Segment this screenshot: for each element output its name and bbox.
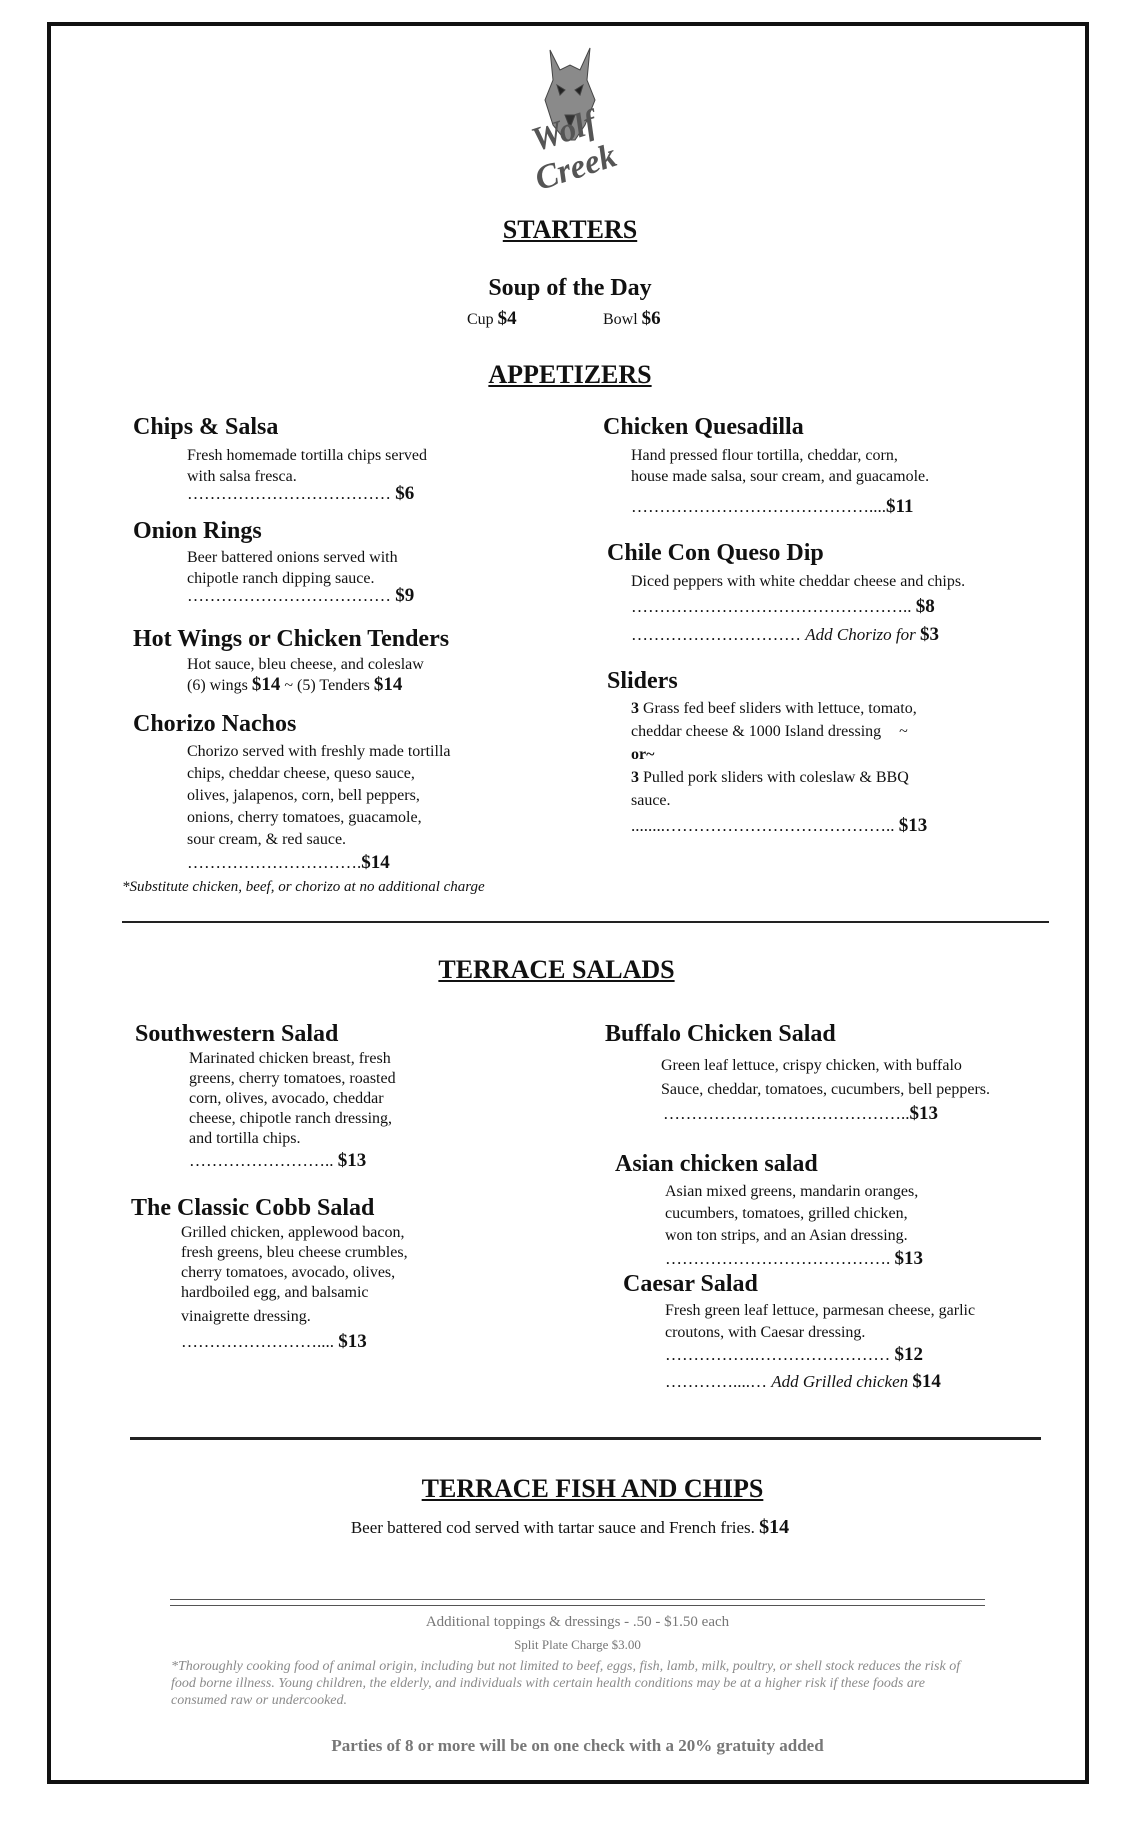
section-divider bbox=[122, 921, 1049, 923]
parties-note: Parties of 8 or more will be on one check with a 20% gratuity added bbox=[331, 1736, 824, 1755]
footer-rule bbox=[170, 1599, 985, 1600]
sliders-price: ........………………………………….. $13 bbox=[631, 815, 928, 836]
asian-salad-desc: Asian mixed greens, mandarin oranges, cucumbers, tomatoes, grilled chicken, won ton strips, and an Asian dressing. bbox=[665, 1183, 919, 1244]
buffalo-salad-name: Buffalo Chicken Salad bbox=[605, 1021, 836, 1047]
onion-rings-name: Onion Rings bbox=[133, 518, 262, 544]
hot-wings-name: Hot Wings or Chicken Tenders bbox=[133, 626, 450, 652]
chorizo-nachos-desc: Chorizo served with freshly made tortilla chips, cheddar cheese, queso sauce, olives, jalapenos, corn, bell peppers, onions, cherry tomatoes, guacamole, sour cream, & red sauce. bbox=[187, 743, 451, 848]
chicken-quesadilla-price: ……………………………………....$11 bbox=[631, 496, 914, 517]
hot-wings-desc: Hot sauce, bleu cheese, and coleslaw bbox=[187, 656, 424, 673]
fish-title: TERRACE FISH AND CHIPS bbox=[421, 1474, 764, 1503]
chicken-quesadilla-desc: Hand pressed flour tortilla, cheddar, corn, house made salsa, sour cream, and guacamole. bbox=[631, 447, 930, 485]
cobb-salad-desc: Grilled chicken, applewood bacon, fresh greens, bleu cheese crumbles, cherry tomatoes, avocado, olives, hardboiled egg, and balsamic vinaigrette dressing. bbox=[181, 1224, 408, 1325]
chicken-quesadilla-name: Chicken Quesadilla bbox=[603, 414, 804, 440]
soup-cup bbox=[467, 308, 517, 330]
asian-salad-price: …………………………………. $13 bbox=[665, 1248, 923, 1269]
hot-wings-prices: (6) wings $14 ~ (5) Tenders $14 bbox=[187, 674, 403, 695]
buffalo-salad-desc: Green leaf lettuce, crispy chicken, with buffalo Sauce, cheddar, tomatoes, cucumbers, bell peppers. bbox=[661, 1057, 991, 1098]
caesar-salad-price: …………….…………………… $12 bbox=[665, 1344, 923, 1365]
southwestern-salad-price: …………………….. $13 bbox=[189, 1150, 367, 1171]
cup-price: $4 bbox=[497, 308, 517, 329]
section-divider bbox=[130, 1437, 1041, 1440]
cobb-salad-name: The Classic Cobb Salad bbox=[131, 1195, 375, 1221]
chile-queso-addon: ………………………… Add Chorizo for $3 bbox=[631, 624, 940, 645]
chile-queso-name: Chile Con Queso Dip bbox=[607, 540, 824, 566]
onion-rings-price: ……………………………… $9 bbox=[187, 585, 415, 606]
soup-bowl bbox=[603, 308, 661, 330]
cup-label: Cup bbox=[467, 311, 494, 328]
chips-salsa-desc: Fresh homemade tortilla chips served with salsa fresca. bbox=[187, 447, 427, 485]
asian-salad-name: Asian chicken salad bbox=[615, 1151, 818, 1177]
starters-title: STARTERS bbox=[502, 215, 638, 244]
sliders-name: Sliders bbox=[607, 668, 678, 694]
chips-salsa-price: ……………………………… $6 bbox=[187, 483, 415, 504]
logo-text: Wolf Creek bbox=[527, 103, 621, 199]
food-safety-warning: *Thoroughly cooking food of animal origin, including but not limited to beef, eggs, fish, lamb, milk, poultry, or shell stock reduces the risk of food borne illness. Young children, the elderly, and individuals with certain health conditions may be at a higher risk if these foods are consumed raw or undercooked. bbox=[171, 1659, 961, 1708]
salads-title: TERRACE SALADS bbox=[438, 955, 675, 984]
bowl-price: $6 bbox=[641, 308, 661, 329]
southwestern-salad-name: Southwestern Salad bbox=[135, 1021, 339, 1047]
caesar-salad-addon: …………....… Add Grilled chicken $14 bbox=[665, 1371, 941, 1392]
footer-rule bbox=[170, 1605, 985, 1606]
chile-queso-price: ………………………………………….. $8 bbox=[631, 596, 935, 617]
chips-salsa-name: Chips & Salsa bbox=[133, 414, 279, 440]
restaurant-logo bbox=[495, 40, 645, 199]
soup-name: Soup of the Day bbox=[488, 275, 652, 301]
bowl-label: Bowl bbox=[603, 311, 638, 328]
chorizo-nachos-note: *Substitute chicken, beef, or chorizo at no additional charge bbox=[122, 879, 485, 895]
chile-queso-desc: Diced peppers with white cheddar cheese and chips. bbox=[631, 573, 966, 590]
buffalo-salad-price: ……………………………………..$13 bbox=[663, 1103, 938, 1124]
caesar-salad-desc: Fresh green leaf lettuce, parmesan cheese, garlic croutons, with Caesar dressing. bbox=[665, 1302, 976, 1341]
appetizers-title: APPETIZERS bbox=[488, 360, 652, 389]
fish-desc: Beer battered cod served with tartar sauce and French fries. $14 bbox=[350, 1516, 790, 1538]
onion-rings-desc: Beer battered onions served with chipotle ranch dipping sauce. bbox=[187, 549, 398, 587]
split-plate-note: Split Plate Charge $3.00 bbox=[514, 1637, 641, 1652]
chorizo-nachos-price: ………………………….$14 bbox=[187, 852, 390, 873]
cobb-salad-price: …………………….... $13 bbox=[181, 1331, 367, 1352]
southwestern-salad-desc: Marinated chicken breast, fresh greens, cherry tomatoes, roasted corn, olives, avocado, cheddar cheese, chipotle ranch dressing, and tortilla chips. bbox=[189, 1050, 396, 1147]
toppings-note: Additional toppings & dressings - .50 - $1.50 each bbox=[425, 1614, 730, 1630]
chorizo-nachos-name: Chorizo Nachos bbox=[133, 711, 297, 737]
caesar-salad-name: Caesar Salad bbox=[623, 1271, 758, 1297]
sliders-desc: 3 Grass fed beef sliders with lettuce, tomato, cheddar cheese & 1000 Island dressing ~ or~ 3 Pulled pork sliders with coleslaw & BBQ sauce. bbox=[631, 700, 917, 809]
